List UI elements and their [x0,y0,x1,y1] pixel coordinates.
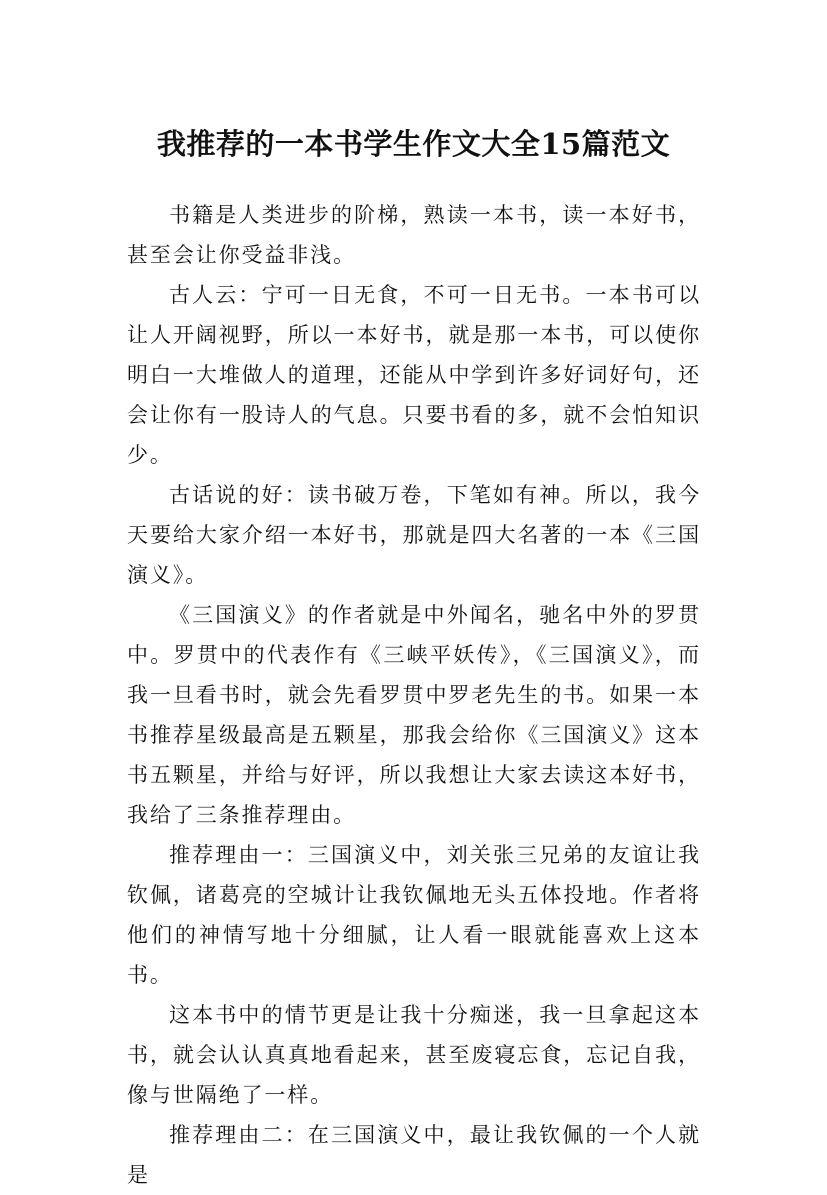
document-body [127,195,701,1195]
paragraph: 推荐理由一：三国演义中，刘关张三兄弟的友谊让我钦佩，诸葛亮的空城计让我钦佩地无头五体投地。作者将他们的神情写地十分细腻，让人看一眼就能喜欢上这本书。 [127,843,701,987]
paragraph: 推荐理由二：在三国演义中，最让我钦佩的一个人就是 [127,1123,701,1187]
paragraph: 古人云：宁可一日无食，不可一日无书。一本书可以让人开阔视野，所以一本好书，就是那一本书，可以使你明白一大堆做人的道理，还能从中学到许多好词好句，还会让你有一股诗人的气息。只要书看的多，就不会怕知识少。 [127,283,701,467]
paragraph: 这本书中的情节更是让我十分痴迷，我一旦拿起这本书，就会认认真真地看起来，甚至废寝忘食，忘记自我，像与世隔绝了一样。 [127,1003,701,1107]
document-title: 我推荐的一本书学生作文大全15篇范文 [156,127,671,162]
paragraph: 书籍是人类进步的阶梯，熟读一本书，读一本好书，甚至会让你受益非浅。 [127,203,701,267]
paragraph: 《三国演义》的作者就是中外闻名，驰名中外的罗贯中。罗贯中的代表作有《三峡平妖传》，《三国演义》，而我一旦看书时，就会先看罗贯中罗老先生的书。如果一本书推荐星级最高是五颗星，那我会给你《三国演义》这本书五颗星，并给与好评，所以我想让大家去读这本好书，我给了三条推荐理由。 [127,603,701,827]
paragraph: 古话说的好：读书破万卷，下笔如有神。所以，我今天要给大家介绍一本好书，那就是四大名著的一本《三国演义》。 [127,483,701,587]
